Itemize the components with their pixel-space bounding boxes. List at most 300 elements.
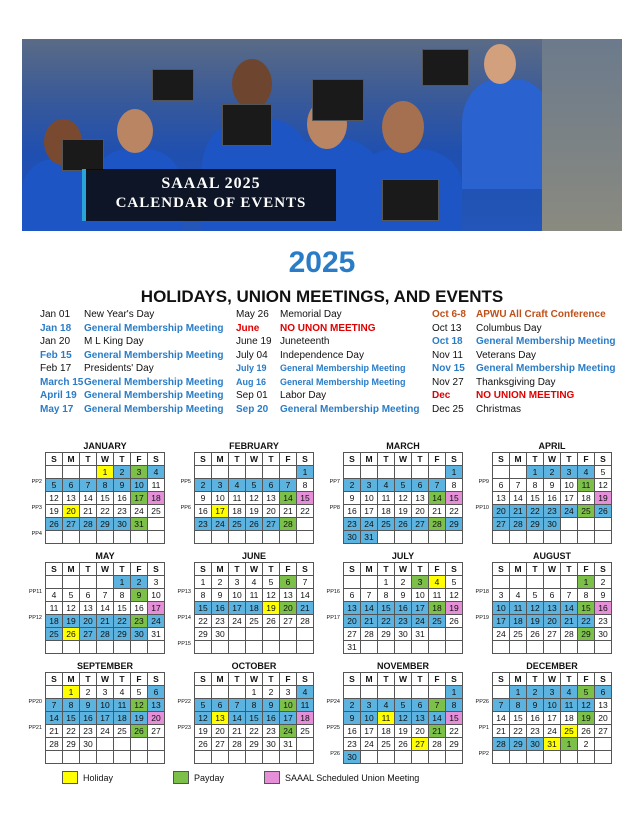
day-cell: 17 (97, 712, 114, 725)
day-cell (578, 518, 595, 531)
day-cell (361, 576, 378, 589)
pay-period-label: PP1 (478, 725, 489, 731)
day-cell (148, 531, 165, 544)
day-cell: 11 (114, 699, 131, 712)
day-cell: 18 (378, 505, 395, 518)
day-cell: 20 (148, 712, 165, 725)
day-cell: 17 (493, 615, 510, 628)
day-cell (446, 641, 463, 654)
day-cell (493, 466, 510, 479)
day-cell: 18 (246, 602, 263, 615)
day-cell (578, 531, 595, 544)
week-row (46, 492, 165, 505)
week-row (46, 602, 165, 615)
day-cell: 11 (561, 699, 578, 712)
month-name: FEBRUARY (229, 441, 279, 451)
weekday-header: S (195, 563, 212, 576)
pay-period-label: PP10 (475, 505, 489, 511)
legend-label-holiday: Holiday (83, 772, 114, 783)
month-table (45, 672, 165, 764)
day-cell: 26 (446, 615, 463, 628)
event-name: NO UNON MEETING (280, 322, 376, 334)
event-item (236, 376, 419, 390)
day-cell (527, 531, 544, 544)
day-cell: 23 (544, 505, 561, 518)
event-name: General Membership Meeting (84, 322, 224, 334)
day-cell: 5 (46, 479, 63, 492)
day-cell: 30 (544, 518, 561, 531)
weekday-header: M (63, 453, 80, 466)
day-cell (493, 531, 510, 544)
day-cell (97, 751, 114, 764)
pay-period-label: PP22 (177, 699, 191, 705)
day-cell: 6 (344, 589, 361, 602)
weekday-header: T (561, 453, 578, 466)
day-cell: 23 (131, 615, 148, 628)
event-item (40, 389, 223, 403)
day-cell: 1 (527, 466, 544, 479)
day-cell (63, 751, 80, 764)
day-cell: 18 (378, 725, 395, 738)
event-item (236, 322, 419, 336)
pay-period-label: PP2 (31, 479, 42, 485)
event-date: June (236, 322, 260, 334)
day-cell: 13 (412, 712, 429, 725)
day-cell (212, 531, 229, 544)
day-cell: 13 (63, 492, 80, 505)
day-cell: 5 (578, 686, 595, 699)
day-cell: 30 (344, 531, 361, 544)
day-cell: 21 (510, 505, 527, 518)
day-cell (280, 628, 297, 641)
day-cell: 14 (46, 712, 63, 725)
day-cell: 15 (246, 712, 263, 725)
day-cell (131, 738, 148, 751)
weekday-header: S (195, 453, 212, 466)
day-cell: 7 (297, 576, 314, 589)
weekday-header: S (493, 563, 510, 576)
day-cell: 5 (246, 479, 263, 492)
month-table (492, 452, 612, 544)
day-cell: 1 (578, 576, 595, 589)
day-cell: 9 (80, 699, 97, 712)
day-cell: 15 (527, 492, 544, 505)
weekday-header: T (527, 453, 544, 466)
month-may (28, 551, 165, 654)
day-cell: 5 (395, 479, 412, 492)
day-cell: 11 (148, 479, 165, 492)
day-cell: 1 (510, 686, 527, 699)
week-row (195, 686, 314, 699)
legend-label-meeting: SAAAL Scheduled Union Meeting (285, 772, 420, 783)
day-cell: 20 (412, 505, 429, 518)
week-row (195, 466, 314, 479)
event-date: July 04 (236, 349, 268, 361)
pay-period-label: PP7 (329, 479, 340, 485)
day-cell: 19 (395, 505, 412, 518)
day-cell: 21 (46, 725, 63, 738)
day-cell: 15 (510, 712, 527, 725)
day-cell (46, 751, 63, 764)
day-cell: 23 (595, 615, 612, 628)
day-cell: 5 (595, 466, 612, 479)
weekday-header: S (195, 673, 212, 686)
day-cell: 9 (527, 699, 544, 712)
event-item (40, 376, 223, 390)
day-cell: 19 (578, 712, 595, 725)
event-item (236, 349, 419, 363)
day-cell: 4 (114, 686, 131, 699)
day-cell: 23 (212, 615, 229, 628)
day-cell: 14 (297, 589, 314, 602)
day-cell (246, 641, 263, 654)
day-cell: 25 (229, 518, 246, 531)
day-cell: 16 (263, 712, 280, 725)
day-cell: 7 (361, 589, 378, 602)
day-cell: 15 (446, 492, 463, 505)
day-cell: 8 (510, 699, 527, 712)
day-cell: 8 (446, 479, 463, 492)
day-cell (114, 641, 131, 654)
day-cell: 27 (212, 738, 229, 751)
event-item (236, 362, 419, 376)
day-cell: 24 (131, 505, 148, 518)
day-cell: 18 (578, 492, 595, 505)
day-cell: 8 (378, 589, 395, 602)
day-cell: 8 (63, 699, 80, 712)
day-cell (395, 641, 412, 654)
weekday-header: F (131, 453, 148, 466)
week-row (344, 712, 463, 725)
day-cell: 25 (561, 725, 578, 738)
day-cell: 8 (527, 479, 544, 492)
day-cell (263, 628, 280, 641)
day-cell (595, 751, 612, 764)
event-date: Nov 15 (432, 363, 465, 374)
day-cell: 6 (148, 686, 165, 699)
header-photo (22, 39, 622, 231)
weekday-header: F (280, 673, 297, 686)
week-row (344, 576, 463, 589)
day-cell: 2 (527, 686, 544, 699)
day-cell: 29 (578, 628, 595, 641)
day-cell: 3 (131, 466, 148, 479)
event-date: Nov 27 (432, 376, 464, 388)
week-row (195, 615, 314, 628)
event-name: General Membership Meeting (280, 403, 420, 415)
day-cell: 23 (395, 615, 412, 628)
day-cell: 28 (297, 615, 314, 628)
events-column-3 (432, 308, 615, 416)
day-cell: 3 (493, 589, 510, 602)
event-name: Thanksgiving Day (476, 376, 556, 388)
week-row (493, 725, 612, 738)
day-cell: 6 (280, 576, 297, 589)
weekday-header: F (131, 563, 148, 576)
day-cell: 4 (297, 686, 314, 699)
day-cell: 16 (131, 602, 148, 615)
weekday-header: T (229, 453, 246, 466)
day-cell: 18 (148, 492, 165, 505)
weekday-header: M (63, 563, 80, 576)
day-cell (561, 531, 578, 544)
day-cell: 12 (263, 589, 280, 602)
weekday-header: T (378, 673, 395, 686)
day-cell (114, 751, 131, 764)
pay-period-label: PP12 (28, 615, 42, 621)
day-cell (263, 641, 280, 654)
week-row (344, 466, 463, 479)
day-cell: 30 (395, 628, 412, 641)
event-date: Dec 25 (432, 403, 464, 415)
day-cell: 6 (544, 589, 561, 602)
week-row (344, 492, 463, 505)
day-cell: 22 (378, 615, 395, 628)
weekday-header: S (493, 453, 510, 466)
day-cell (297, 641, 314, 654)
event-name: General Membership Meeting (476, 336, 616, 347)
month-table (343, 672, 463, 764)
event-date: Oct 6-8 (432, 309, 466, 320)
event-name: Veterans Day (476, 349, 537, 361)
week-row (46, 628, 165, 641)
day-cell: 13 (80, 602, 97, 615)
day-cell (63, 576, 80, 589)
day-cell (246, 628, 263, 641)
event-date: March 15 (40, 376, 84, 388)
day-cell: 22 (246, 725, 263, 738)
weekday-header: F (280, 453, 297, 466)
day-cell (446, 531, 463, 544)
day-cell: 11 (429, 589, 446, 602)
weekday-header: W (544, 453, 561, 466)
weekday-header: S (344, 453, 361, 466)
week-row (195, 699, 314, 712)
day-cell (510, 641, 527, 654)
day-cell (561, 576, 578, 589)
week-row (46, 641, 165, 654)
month-june (177, 551, 314, 654)
day-cell: 2 (114, 466, 131, 479)
weekday-header: S (446, 673, 463, 686)
weekday-header: F (578, 453, 595, 466)
day-cell: 25 (246, 615, 263, 628)
month-table (194, 562, 314, 654)
day-cell: 27 (148, 725, 165, 738)
month-name: OCTOBER (231, 661, 277, 671)
day-cell: 30 (80, 738, 97, 751)
day-cell (378, 466, 395, 479)
day-cell: 2 (131, 576, 148, 589)
event-name: General Membership Meeting (84, 403, 224, 415)
day-cell: 27 (280, 615, 297, 628)
day-cell (212, 466, 229, 479)
day-cell: 15 (446, 712, 463, 725)
day-cell: 11 (297, 699, 314, 712)
day-cell: 21 (429, 505, 446, 518)
pay-period-label: PP4 (31, 531, 42, 537)
day-cell: 29 (97, 518, 114, 531)
day-cell: 26 (578, 725, 595, 738)
day-cell: 21 (80, 505, 97, 518)
event-item (432, 349, 615, 363)
week-row (493, 641, 612, 654)
day-cell: 21 (561, 615, 578, 628)
weekday-header: T (412, 673, 429, 686)
day-cell: 8 (578, 589, 595, 602)
pay-period-label: PP2 (478, 751, 489, 757)
day-cell: 22 (578, 615, 595, 628)
day-cell: 24 (361, 738, 378, 751)
week-row (46, 479, 165, 492)
day-cell (544, 751, 561, 764)
month-april (475, 441, 612, 544)
day-cell: 17 (131, 492, 148, 505)
week-row (195, 751, 314, 764)
day-cell: 15 (97, 492, 114, 505)
day-cell: 9 (212, 589, 229, 602)
pay-period-label: PP23 (177, 725, 191, 731)
day-cell (510, 466, 527, 479)
month-table (343, 562, 463, 654)
day-cell: 1 (97, 466, 114, 479)
day-cell (446, 628, 463, 641)
day-cell (527, 576, 544, 589)
month-november (326, 661, 463, 764)
pay-period-label: PP19 (475, 615, 489, 621)
day-cell (46, 641, 63, 654)
day-cell: 7 (46, 699, 63, 712)
day-cell (148, 738, 165, 751)
event-date: May 26 (236, 309, 269, 320)
day-cell (412, 751, 429, 764)
day-cell (395, 531, 412, 544)
legend-swatch-meeting (264, 771, 280, 784)
week-row (493, 466, 612, 479)
weekday-header: S (46, 453, 63, 466)
day-cell (280, 466, 297, 479)
week-row (46, 518, 165, 531)
month-name: NOVEMBER (376, 661, 429, 671)
day-cell (97, 531, 114, 544)
weekday-header: F (429, 563, 446, 576)
day-cell: 4 (148, 466, 165, 479)
pay-period-label: PP25 (326, 725, 340, 731)
week-row (195, 738, 314, 751)
month-december (475, 661, 612, 764)
weekday-header: S (446, 563, 463, 576)
event-date: Jan 20 (40, 336, 71, 347)
event-name: M L King Day (84, 336, 144, 347)
week-row (344, 686, 463, 699)
day-cell: 26 (595, 505, 612, 518)
day-cell: 22 (527, 505, 544, 518)
day-cell: 27 (263, 518, 280, 531)
day-cell: 19 (395, 725, 412, 738)
weekday-header: F (280, 563, 297, 576)
day-cell: 2 (263, 686, 280, 699)
day-cell (97, 641, 114, 654)
day-cell (148, 518, 165, 531)
day-cell: 28 (429, 518, 446, 531)
day-cell: 13 (544, 602, 561, 615)
day-cell (544, 576, 561, 589)
event-date: July 19 (236, 363, 267, 373)
week-row (195, 602, 314, 615)
day-cell: 31 (361, 531, 378, 544)
month-table (194, 452, 314, 544)
day-cell: 29 (195, 628, 212, 641)
month-name: APRIL (538, 441, 566, 451)
page-subtitle: HOLIDAYS, UNION MEETINGS, AND EVENTS (140, 287, 504, 306)
day-cell: 26 (395, 738, 412, 751)
month-september (28, 661, 165, 764)
day-cell: 30 (263, 738, 280, 751)
event-date: Feb 15 (40, 349, 72, 361)
day-cell: 5 (446, 576, 463, 589)
day-cell: 1 (561, 738, 578, 751)
weekday-header: T (527, 563, 544, 576)
day-cell (195, 686, 212, 699)
day-cell: 6 (63, 479, 80, 492)
day-cell: 2 (578, 738, 595, 751)
banner-subtitle: CALENDAR OF EVENTS (115, 195, 307, 211)
week-row (195, 628, 314, 641)
event-date: Oct 13 (432, 322, 462, 334)
day-cell (212, 641, 229, 654)
day-cell: 16 (344, 725, 361, 738)
day-cell (246, 751, 263, 764)
day-cell (595, 518, 612, 531)
week-row (344, 531, 463, 544)
event-name: Christmas (476, 403, 522, 415)
weekday-header: T (263, 673, 280, 686)
day-cell (412, 466, 429, 479)
weekday-header: M (212, 453, 229, 466)
day-cell (510, 576, 527, 589)
day-cell (80, 751, 97, 764)
day-cell: 6 (595, 686, 612, 699)
pay-period-label: PP26 (475, 699, 489, 705)
day-cell: 6 (212, 699, 229, 712)
day-cell: 17 (280, 712, 297, 725)
day-cell: 22 (114, 615, 131, 628)
day-cell: 20 (493, 505, 510, 518)
day-cell: 7 (229, 699, 246, 712)
day-cell: 11 (378, 492, 395, 505)
day-cell: 8 (446, 699, 463, 712)
month-table (45, 562, 165, 654)
day-cell: 20 (263, 505, 280, 518)
day-cell: 24 (561, 505, 578, 518)
day-cell: 9 (195, 492, 212, 505)
day-cell: 12 (63, 602, 80, 615)
day-cell: 10 (280, 699, 297, 712)
day-cell (527, 641, 544, 654)
day-cell: 1 (195, 576, 212, 589)
day-cell (114, 738, 131, 751)
event-date: June 19 (236, 336, 272, 347)
day-cell: 22 (446, 505, 463, 518)
weekday-header: M (361, 673, 378, 686)
day-cell: 1 (246, 686, 263, 699)
week-row (195, 492, 314, 505)
day-cell: 10 (361, 712, 378, 725)
legend-swatch-holiday (62, 771, 78, 784)
day-cell: 25 (148, 505, 165, 518)
weekday-header: S (446, 453, 463, 466)
day-cell: 12 (131, 699, 148, 712)
